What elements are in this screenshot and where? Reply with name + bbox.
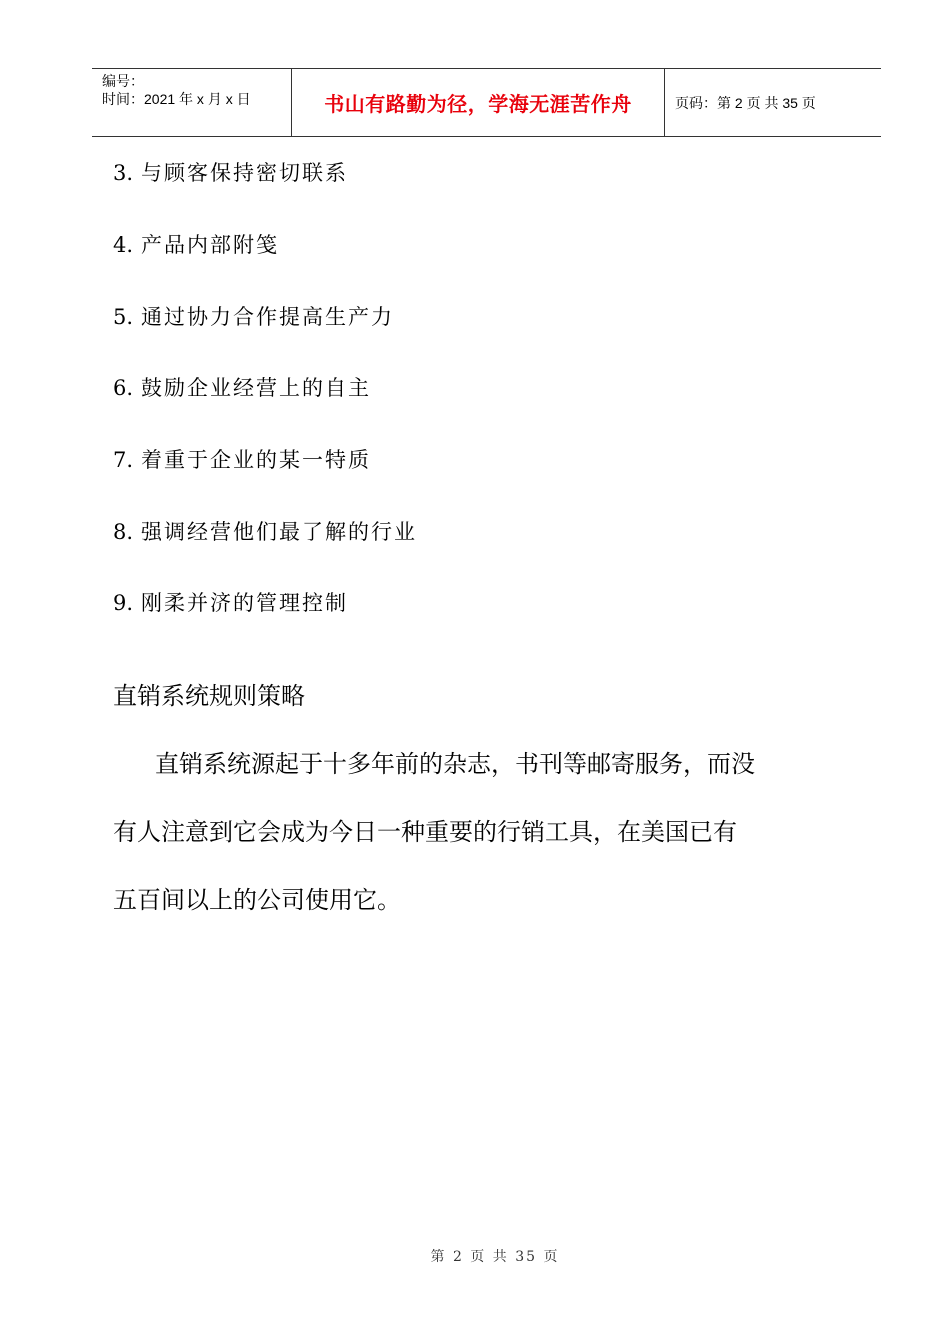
- list-item-number: 7.: [113, 448, 134, 472]
- list-item: [113, 588, 348, 618]
- list-item: [113, 517, 417, 547]
- list-item-text: 与顾客保持密切联系: [141, 161, 349, 185]
- page-footer: 第 2 页 共 35 页: [430, 1249, 560, 1265]
- list-item-number: 6.: [113, 376, 134, 400]
- list-item-text: 着重于企业的某一特质: [141, 448, 372, 472]
- paragraph-line: 有人注意到它会成为今日一种重要的行销工具，在美国已有: [113, 818, 737, 846]
- list-item-number: 8.: [113, 520, 134, 544]
- list-item-text: 刚柔并济的管理控制: [141, 591, 349, 615]
- list-item-number: 4.: [113, 233, 134, 257]
- header-motto: 书山有路勤为径，学海无涯苦作舟: [324, 92, 632, 116]
- paragraph-line: 五百间以上的公司使用它。: [113, 886, 401, 914]
- header-page-cell: [665, 69, 881, 136]
- list-item-number: 3.: [113, 161, 134, 185]
- header-time-label: 时间：2021 年 x 月 x 日: [102, 91, 251, 107]
- list-item-text: 通过协力合作提高生产力: [141, 305, 395, 329]
- header-page-code: 页码：第 2 页 共 35 页: [675, 94, 816, 111]
- list-item: [113, 445, 371, 475]
- list-item: [113, 158, 348, 188]
- list-item: [113, 373, 371, 403]
- header-code-label: 编号：: [102, 73, 144, 89]
- header-motto-cell: [292, 69, 665, 136]
- section-heading: 直销系统规则策略: [113, 682, 305, 710]
- page-header: [92, 68, 881, 137]
- list-item: [113, 302, 394, 332]
- list-item-text: 强调经营他们最了解的行业: [141, 520, 418, 544]
- list-item-text: 产品内部附笺: [141, 233, 280, 257]
- list-item-text: 鼓励企业经营上的自主: [141, 376, 372, 400]
- list-item: [113, 230, 279, 260]
- paragraph-line: 直销系统源起于十多年前的杂志，书刊等邮寄服务，而没: [155, 750, 755, 778]
- list-item-number: 5.: [113, 305, 134, 329]
- list-item-number: 9.: [113, 591, 134, 615]
- header-meta-cell: [92, 69, 292, 136]
